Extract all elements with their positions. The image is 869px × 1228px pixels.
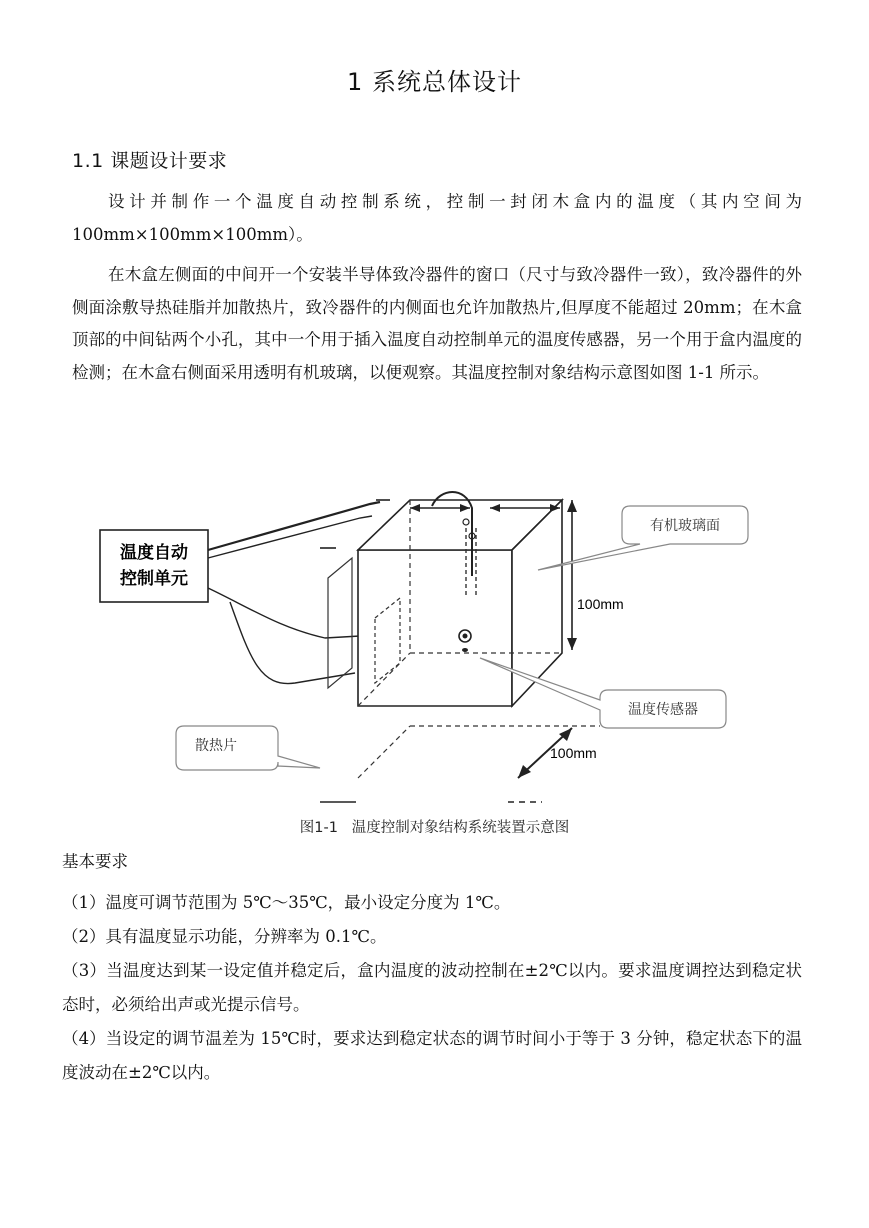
section-title: 1.1 课题设计要求 [72,150,228,172]
caption-text: 温度控制对象结构系统装置示意图 [351,820,570,836]
requirements-list [62,886,802,1090]
base-dash-1 [358,726,410,778]
caption-number: 图1-1 [299,820,338,836]
requirement-item: （3）当温度达到某一设定值并稳定后，盒内温度的波动控制在±2℃以内。要求温度调控达到稳定状态时，必须给出声或光提示信号。 [62,961,802,1014]
requirement-item: （4）当设定的调节温差为 15℃时，要求达到稳定状态的调节时间小于等于 3 分钟，稳定状态下的温度波动在±2℃以内。 [62,1029,802,1082]
cable-mid [208,588,360,638]
left-plate [328,558,352,688]
glass-callout [538,506,748,570]
cable-top-1 [208,502,380,550]
figure-1-1 [80,478,800,818]
requirement-item: （1）温度可调节范围为 5℃～35℃，最小设定分度为 1℃。 [62,893,511,912]
sensor-mark [462,648,468,652]
control-unit-label-2: 控制单元 [120,569,188,589]
dim-height-label: 100mm [577,596,624,612]
dim-depth-label: 100mm [550,745,597,761]
box-front-face [358,550,512,706]
chapter-title: 1 系统总体设计 [347,68,522,96]
cable-top-2 [208,516,372,558]
requirement-item: （2）具有温度显示功能，分辨率为 0.1℃。 [62,927,387,946]
control-unit-box [100,530,208,602]
heatsink-callout-label: 散热片 [195,738,237,754]
paragraph-2: 在木盒左侧面的中间开一个安装半导体致冷器件的窗口（尺寸与致冷器件一致），致冷器件的外侧面涂敷导热硅脂并加散热片，致冷器件的内侧面也允许加散热片,但厚度不能超过 20mm；在木盒顶部的中间钻两个小孔，其中一个用于插入温度自动控制单元的温度传感器，另一个用于盒内温度的检测；在木盒右侧面采用透明有机玻璃，以便观察。其温度控制对象结构示意图如图 1-1 所示。 [72,265,802,382]
sensor-dot [463,634,468,639]
box-diagram [80,478,800,818]
control-unit-label-1: 温度自动 [120,543,188,563]
paragraph-1: 设计并制作一个温度自动控制系统，控制一封闭木盒内的温度（其内空间为100mm×100mm×100mm）。 [72,192,802,244]
requirements-heading: 基本要求 [62,852,128,871]
sensor-callout-label: 温度传感器 [628,702,698,718]
glass-callout-label: 有机玻璃面 [650,518,720,534]
cable-low [230,602,355,684]
figure-caption [0,816,869,837]
